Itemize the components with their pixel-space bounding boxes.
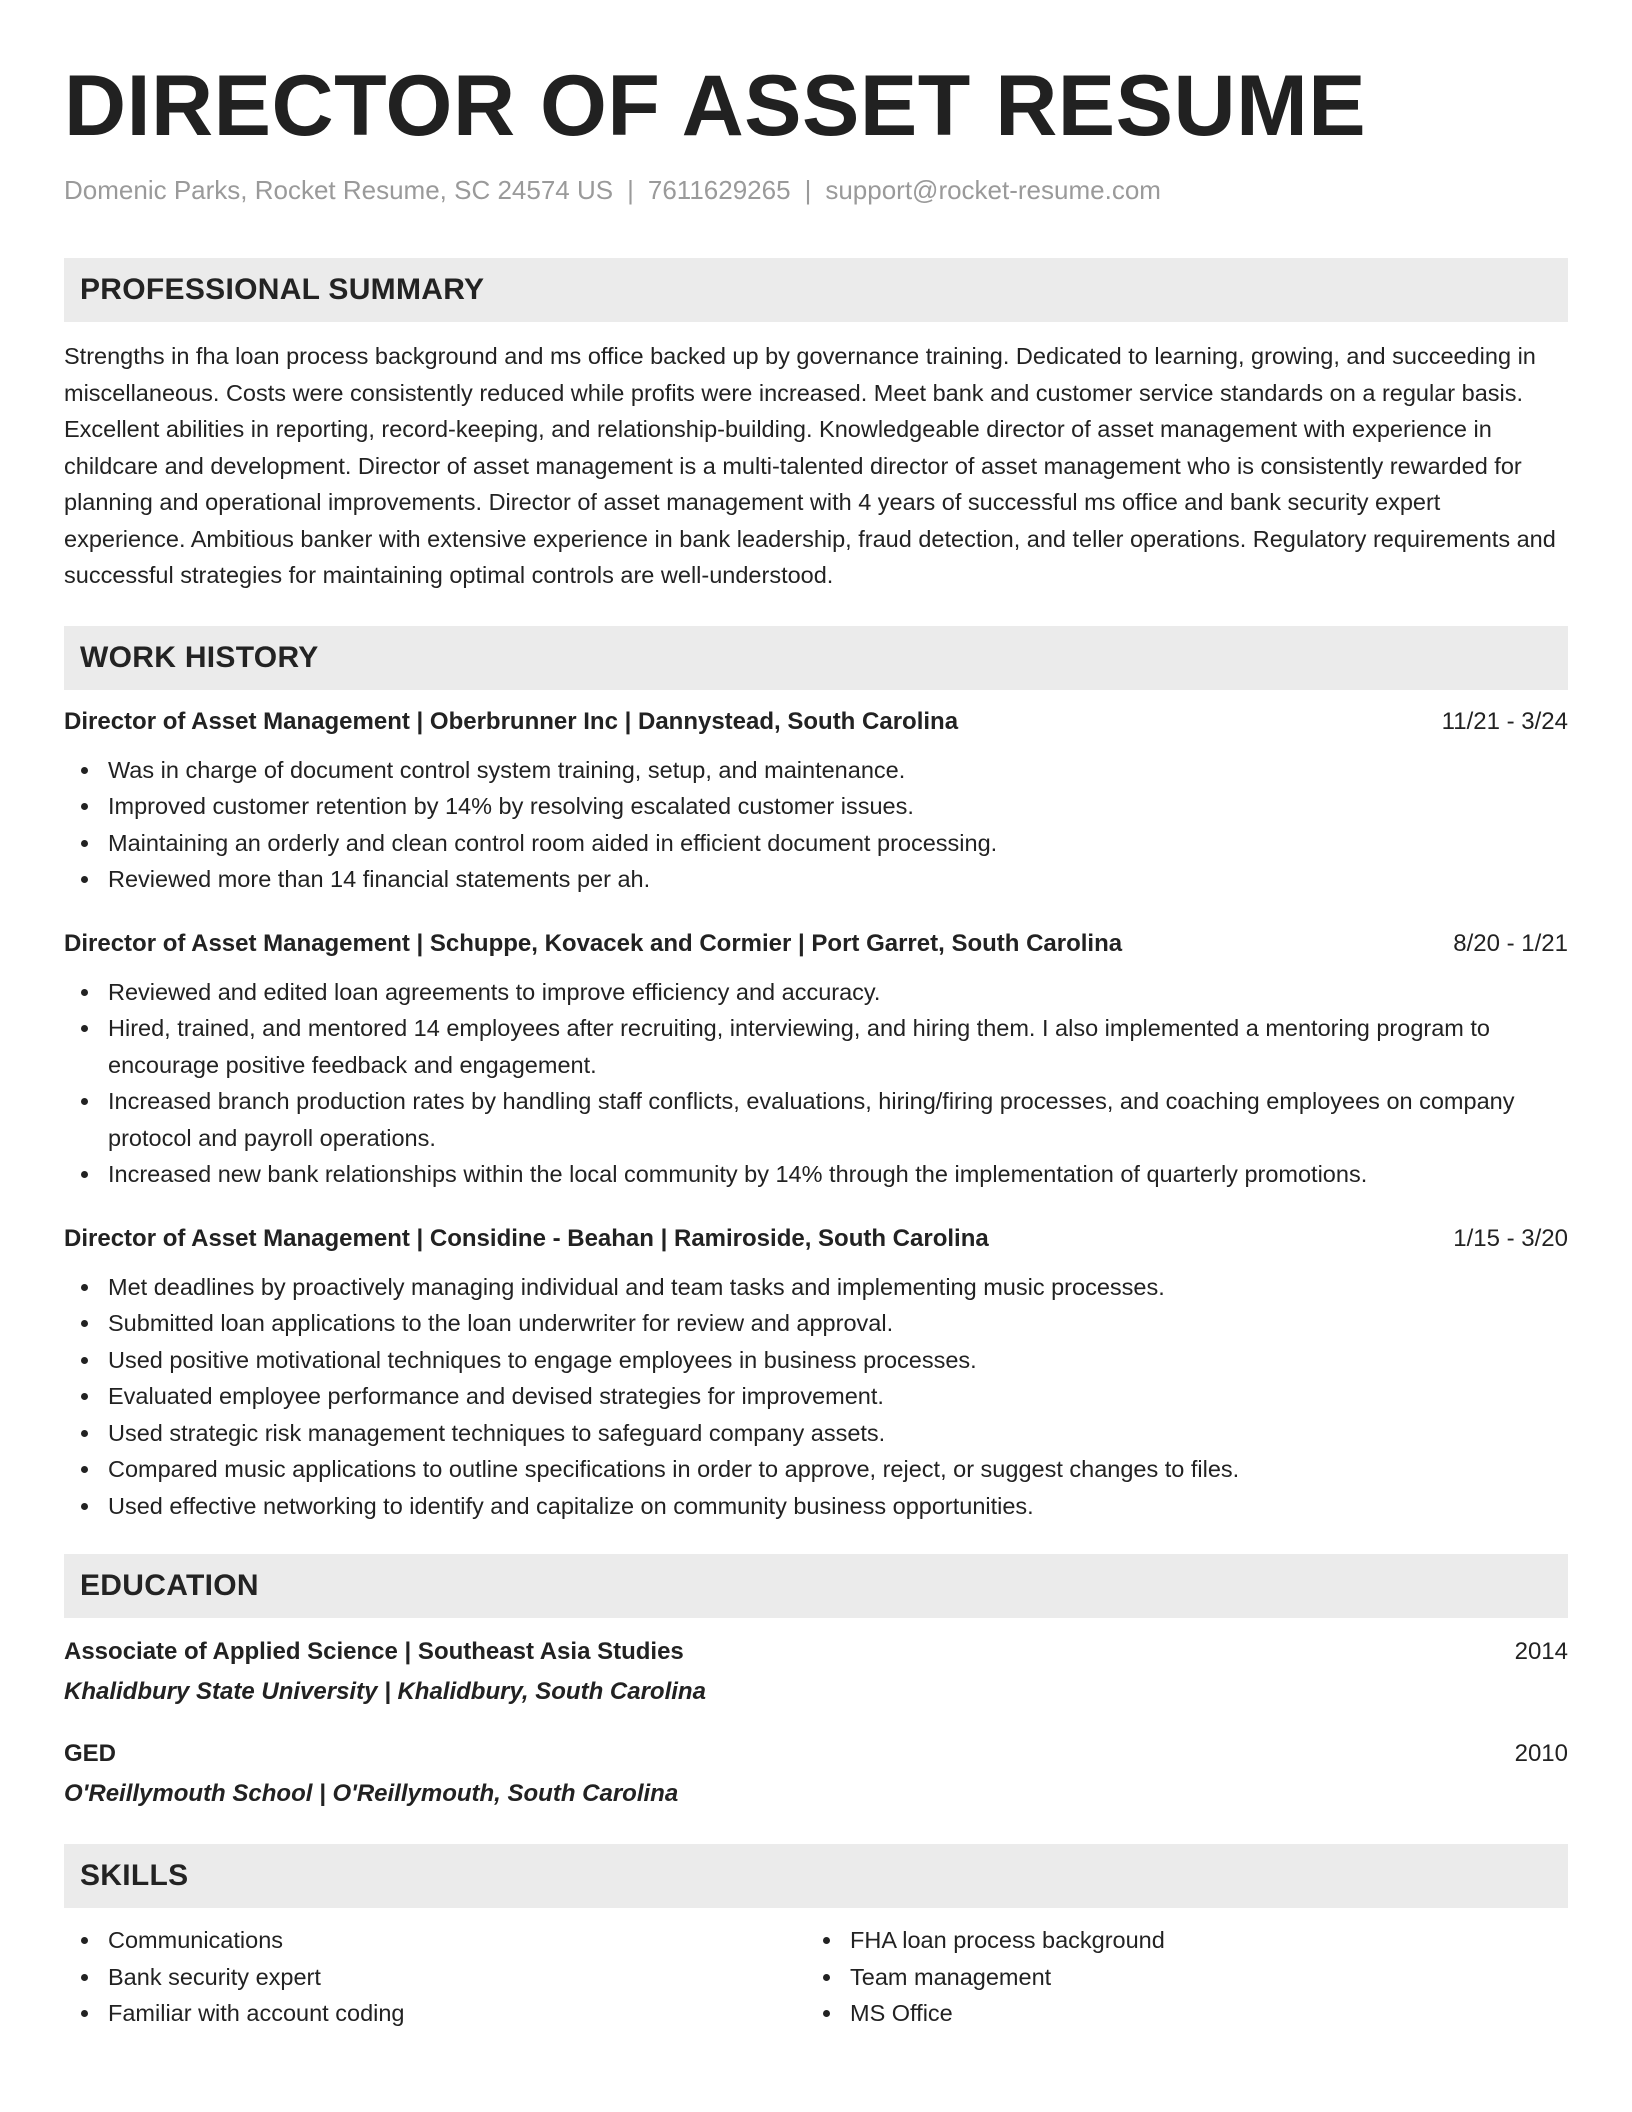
education-header bbox=[64, 1738, 1568, 1770]
education-school: Khalidbury State University | Khalidbury, South Carolina bbox=[64, 1678, 706, 1705]
job-dates: 11/21 - 3/24 bbox=[1441, 707, 1568, 735]
contact-line bbox=[64, 174, 1568, 206]
contact-phone: 7611629265 bbox=[647, 175, 791, 205]
skills-bullets bbox=[806, 1922, 1548, 2032]
section-header-summary bbox=[64, 258, 1568, 322]
resume-content bbox=[64, 56, 1568, 2032]
contact-separator: | bbox=[804, 175, 812, 205]
job-title: Director of Asset Management | Schuppe, Kovacek and Cormier | Port Garret, South Carolina bbox=[64, 929, 1123, 957]
job-bullets bbox=[64, 1269, 1568, 1525]
job-bullet: Hired, trained, and mentored 14 employees after recruiting, interviewing, and hiring them. I also implemented a mentoring program to encourage positive feedback and engagement. bbox=[108, 1010, 1568, 1083]
education-school: O'Reillymouth School | O'Reillymouth, South Carolina bbox=[64, 1780, 679, 1807]
job-dates: 1/15 - 3/20 bbox=[1453, 1224, 1568, 1252]
job-bullet: Maintaining an orderly and clean control room aided in efficient document processing. bbox=[108, 825, 1568, 862]
skills-column-right bbox=[806, 1922, 1548, 2032]
job-dates: 8/20 - 1/21 bbox=[1453, 929, 1568, 957]
skill-item: Bank security expert bbox=[108, 1959, 806, 1996]
education-entry bbox=[64, 1738, 1568, 1810]
skills-bullets bbox=[64, 1922, 806, 2032]
section-title: EDUCATION bbox=[80, 1569, 259, 1602]
job-entry bbox=[64, 928, 1568, 1193]
job-bullet: Met deadlines by proactively managing individual and team tasks and implementing music processes. bbox=[108, 1269, 1568, 1306]
education-year: 2014 bbox=[1514, 1638, 1568, 1665]
contact-separator: | bbox=[627, 175, 634, 205]
job-bullet: Used effective networking to identify and capitalize on community business opportunities. bbox=[108, 1488, 1568, 1525]
section-title: WORK HISTORY bbox=[80, 640, 319, 674]
skill-item: MS Office bbox=[850, 1995, 1548, 2032]
job-bullet: Submitted loan applications to the loan underwriter for review and approval. bbox=[108, 1305, 1568, 1342]
job-bullet: Evaluated employee performance and devised strategies for improvement. bbox=[108, 1378, 1568, 1415]
job-bullet: Used positive motivational techniques to engage employees in business processes. bbox=[108, 1342, 1568, 1379]
job-bullet: Increased new bank relationships within the local community by 14% through the implementation of quarterly promotions. bbox=[108, 1156, 1568, 1193]
job-bullet: Reviewed and edited loan agreements to improve efficiency and accuracy. bbox=[108, 974, 1568, 1011]
education-entry bbox=[64, 1636, 1568, 1708]
job-bullet: Reviewed more than 14 financial statements per ah. bbox=[108, 861, 1568, 898]
job-bullet: Compared music applications to outline specifications in order to approve, reject, or suggest changes to files. bbox=[108, 1451, 1568, 1488]
skills-column-left bbox=[64, 1922, 806, 2032]
job-bullet: Used strategic risk management techniques to safeguard company assets. bbox=[108, 1415, 1568, 1452]
job-bullet: Improved customer retention by 14% by resolving escalated customer issues. bbox=[108, 788, 1568, 825]
contact-address: Domenic Parks, Rocket Resume, SC 24574 US bbox=[64, 175, 614, 205]
contact-email: support@rocket-resume.com bbox=[825, 175, 1161, 205]
job-bullets bbox=[64, 752, 1568, 898]
job-entry bbox=[64, 706, 1568, 898]
skill-item: Familiar with account coding bbox=[108, 1995, 806, 2032]
education-year: 2010 bbox=[1514, 1740, 1568, 1767]
skills-list bbox=[64, 1922, 1568, 2032]
section-header-education bbox=[64, 1554, 1568, 1618]
page-title: DIRECTOR OF ASSET RESUME bbox=[64, 58, 1367, 154]
job-title: Director of Asset Management | Considine - Beahan | Ramiroside, South Carolina bbox=[64, 1224, 989, 1252]
skill-item: Team management bbox=[850, 1959, 1548, 1996]
job-header bbox=[64, 928, 1568, 960]
section-header-work-history bbox=[64, 626, 1568, 690]
job-header bbox=[64, 706, 1568, 738]
job-entry bbox=[64, 1223, 1568, 1525]
education-degree: GED bbox=[64, 1740, 117, 1767]
job-bullet: Increased branch production rates by handling staff conflicts, evaluations, hiring/firing processes, and coaching employees on company protocol and payroll operations. bbox=[108, 1083, 1568, 1156]
job-bullet: Was in charge of document control system training, setup, and maintenance. bbox=[108, 752, 1568, 789]
job-header bbox=[64, 1223, 1568, 1255]
section-title: PROFESSIONAL SUMMARY bbox=[80, 273, 485, 306]
skill-item: FHA loan process background bbox=[850, 1922, 1548, 1959]
section-header-skills bbox=[64, 1844, 1568, 1908]
education-degree: Associate of Applied Science | Southeast Asia Studies bbox=[64, 1638, 684, 1665]
summary-text: Strengths in fha loan process background and ms office backed up by governance training. Dedicated to learning, growing, and succeeding in miscellaneous. Costs were consistently reduced while profits were increased. Meet bank and customer service standards on a regular basis. Excellent abilities in reporting, record-keeping, and relationship-building. Knowledgeable director of asset management with experience in childcare and development. Director of asset management is a multi-talented director of asset management who is consistently rewarded for planning and operational improvements. Director of asset management with 4 years of successful ms office and bank security expert experience. Ambitious banker with extensive experience in bank leadership, fraud detection, and teller operations. Regulatory requirements and successful strategies for maintaining optimal controls are well-understood. bbox=[64, 343, 1556, 588]
job-title: Director of Asset Management | Oberbrunner Inc | Dannystead, South Carolina bbox=[64, 707, 959, 735]
education-header bbox=[64, 1636, 1568, 1668]
section-title: SKILLS bbox=[80, 1859, 189, 1892]
job-bullets bbox=[64, 974, 1568, 1193]
skill-item: Communications bbox=[108, 1922, 806, 1959]
